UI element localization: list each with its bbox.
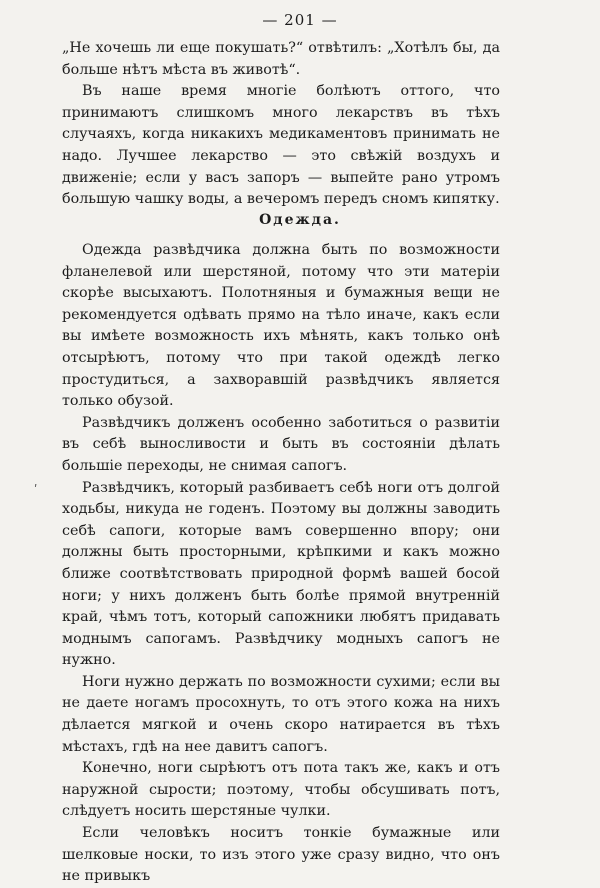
paragraph-dialogue: „Не хочешь ли еще покушать?“ отвѣтилъ: „Хотѣлъ бы, да больше нѣтъ мѣста въ животѣ“.: [62, 40, 500, 78]
paragraph-boots: Развѣдчикъ, который разбиваетъ себѣ ноги отъ долгой ходьбы, никуда не годенъ. Поэтому вы должны заводить себѣ сапоги, которые вамъ совершенно впору; они должны быть просторными, крѣпкими и какъ можно ближе соотвѣтствовать природной формѣ вашей босой ноги; у нихъ долженъ быть болѣе прямой внутренній край, чѣмъ тотъ, который сапожники любятъ придавать моднымъ сапогамъ. Развѣдчику модныхъ сапогъ не нужно.: [62, 479, 500, 669]
paragraph-dry-feet: Ноги нужно держать по возможности сухими; если вы не даете ногамъ просохнуть, то отъ этого кожа на нихъ дѣлается мягкой и очень скоро натирается въ тѣхъ мѣстахъ, гдѣ на нее давитъ сапогъ.: [62, 673, 500, 755]
top-text-block: [62, 38, 500, 211]
paragraph-clothing: Одежда развѣдчика должна быть по возможности фланелевой или шерстяной, потому что эти матеріи скорѣе высыхаютъ. Полотняныя и бумажныя вещи не рекомендуется одѣвать прямо на тѣло иначе, какъ если вы имѣете возможность ихъ мѣнять, какъ только онѣ отсырѣютъ, потому что при такой одеждѣ легко простудиться, а захворавшій развѣдчикъ является только обузой.: [62, 242, 500, 410]
paragraph-socks: Конечно, ноги сырѣютъ отъ пота такъ же, какъ и отъ наружной сырости; поэтому, чтобы обсушивать потъ, слѣдуетъ носить шерстяные чулки.: [62, 760, 500, 820]
margin-mark: ʹ: [34, 483, 38, 497]
main-text-block: [62, 240, 500, 888]
paragraph-endurance: Развѣдчикъ долженъ особенно заботиться о развитіи въ себѣ выносливости и быть въ состояніи дѣлать большіе переходы, не снимая сапогъ.: [62, 414, 500, 474]
paragraph-thin-socks: Если человѣкъ носитъ тонкіе бумажные или шелковые носки, то изъ этого уже сразу видно, что онъ не привыкъ: [62, 825, 500, 885]
page-number: — 201 —: [262, 11, 338, 29]
paragraph-medicine: Въ наше время многіе болѣютъ оттого, что принимаютъ слишкомъ много лекарствъ въ тѣхъ случаяхъ, когда никакихъ медикаментовъ принимать не надо. Лучшее лекарство — это свѣжій воздухъ и движеніе; если у васъ запоръ — выпейте рано утромъ большую чашку воды, а вечеромъ передъ сномъ кипятку.: [62, 83, 500, 208]
section-heading: Одежда.: [259, 212, 341, 228]
